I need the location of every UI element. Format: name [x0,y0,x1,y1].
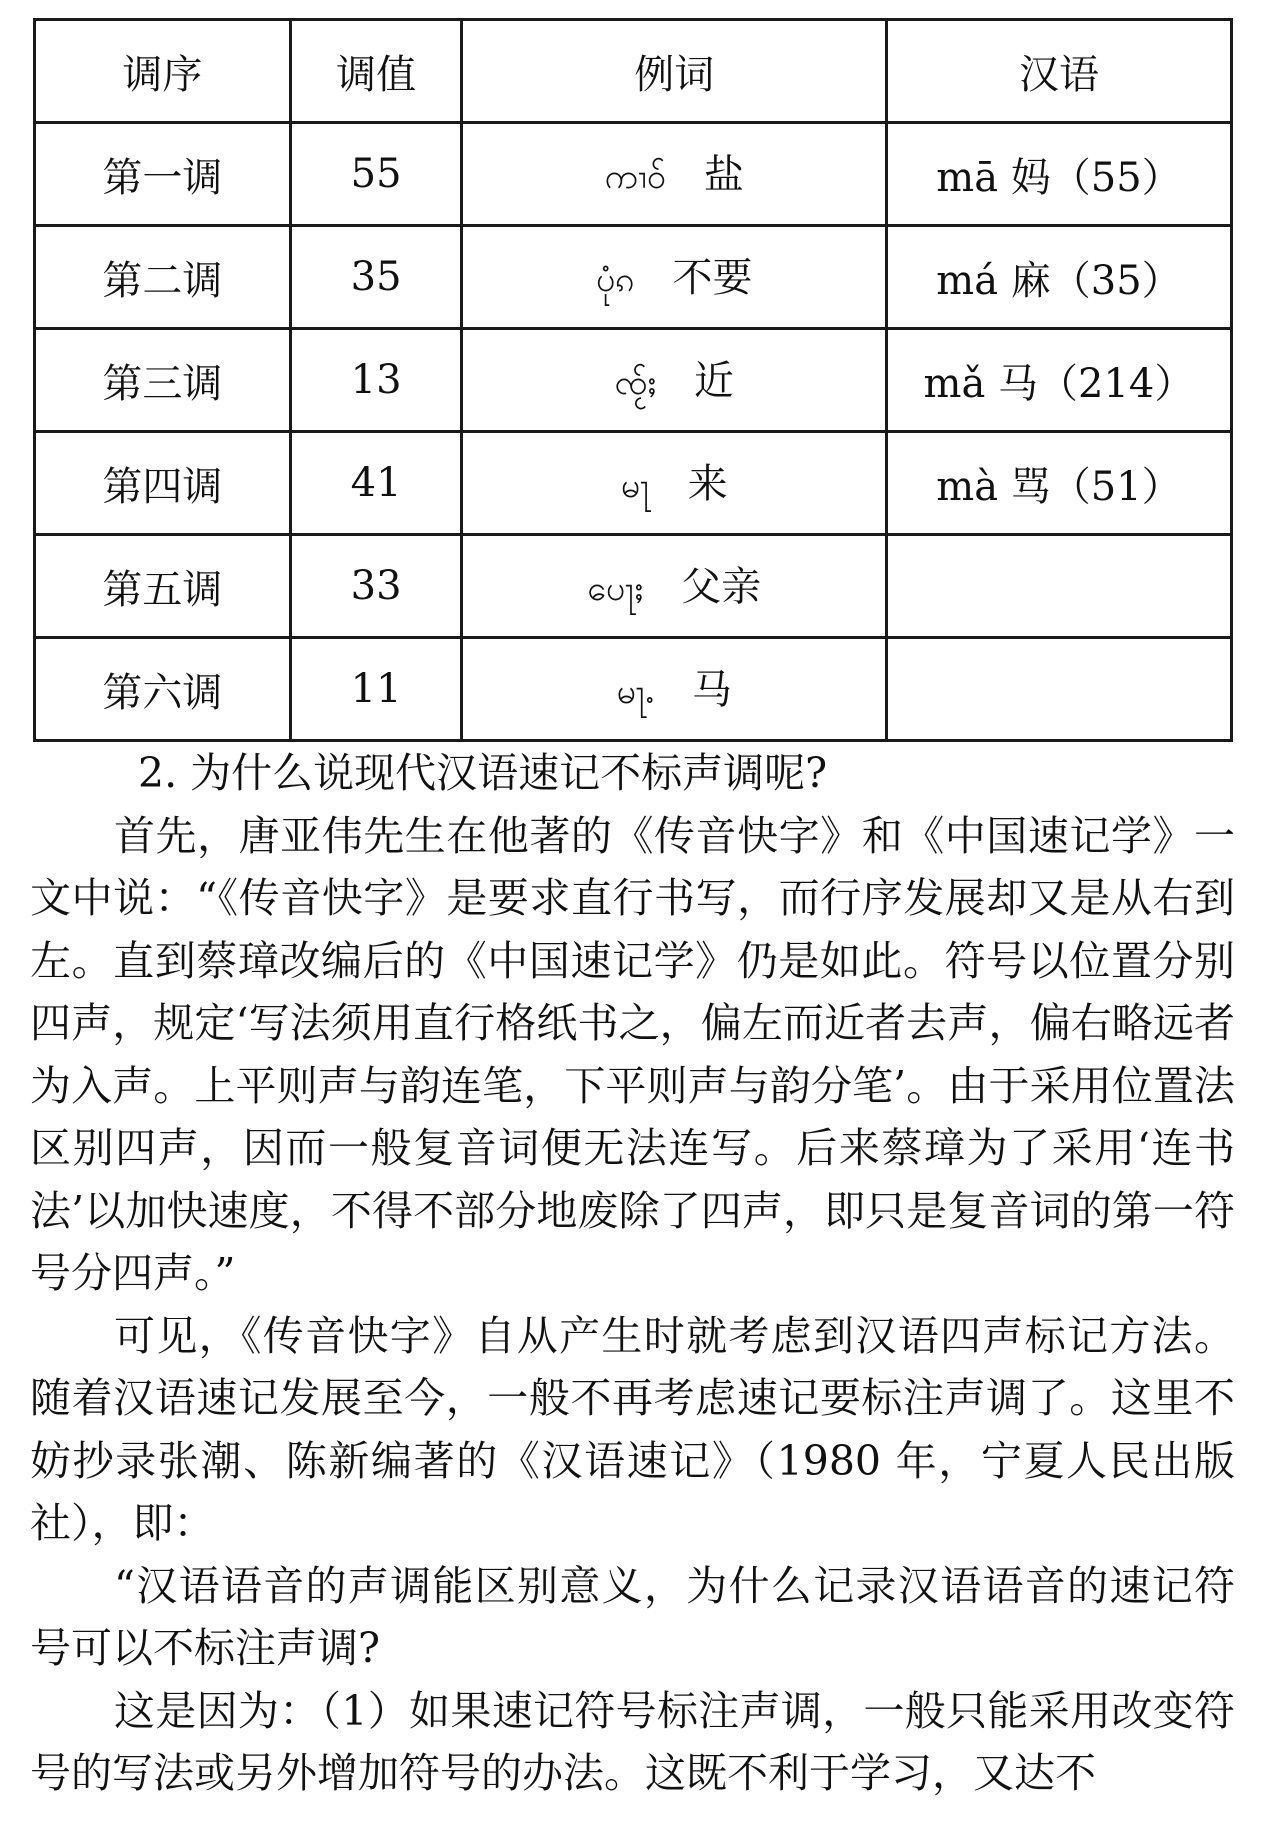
header-tone-value: 调值 [290,20,462,123]
table-header-row [35,20,1232,123]
example-word-cell [462,329,887,432]
tone-order-cell: 第四调 [35,432,291,535]
table-row [35,329,1232,432]
header-example-word: 例词 [462,20,887,123]
example-script: မႃႉ [616,672,654,712]
table-row [35,226,1232,329]
tone-value-cell: 13 [290,329,462,432]
example-gloss: 盐 [703,152,744,198]
tone-value-cell: 11 [290,638,462,741]
example-gloss: 不要 [672,255,753,301]
example-gloss: 近 [694,358,735,404]
table-row [35,638,1232,741]
chinese-cell [886,638,1231,741]
tone-order-cell: 第六调 [35,638,291,741]
example-script: ပေႃႈ [587,569,644,609]
tone-value-cell: 33 [290,535,462,638]
chinese-cell: mǎ 马（214） [886,329,1231,432]
example-gloss: 父亲 [681,564,762,610]
chinese-cell: má 麻（35） [886,226,1231,329]
paragraph: 首先，唐亚伟先生在他著的《传音快字》和《中国速记学》一文中说：“《传音快字》是要求直行书写，而行序发展却又是从右到左。直到蔡璋改编后的《中国速记学》仍是如此。符号以位置分别四声，规定‘写法须用直行格纸书之，偏左而近者去声，偏右略远者为入声。上平则声与韵连笔，下平则声与韵分笔’。由于采用位置法区别四声，因而一般复音词便无法连写。后来蔡璋为了采用‘连书法’以加快速度，不得不部分地废除了四声，即只是复音词的第一符号分四声。” [30,811,1235,1297]
tone-value-cell: 35 [290,226,462,329]
example-script: ၸႂ်ႈ [614,363,657,403]
tone-order-cell: 第五调 [35,535,291,638]
header-tone-order: 调序 [35,20,291,123]
example-script: ပုံၵ [595,260,635,300]
table-row [35,432,1232,535]
table-row [35,123,1232,226]
tone-value-cell: 55 [290,123,462,226]
question-heading: 2. 为什么说现代汉语速记不标声调呢? [138,749,828,797]
paragraph: “汉语语音的声调能区别意义，为什么记录汉语语音的速记符号可以不标注声调? [30,1561,1235,1672]
example-word-cell [462,535,887,638]
example-gloss: 马 [691,667,732,713]
tone-order-cell: 第一调 [35,123,291,226]
chinese-cell: mā 妈（55） [886,123,1231,226]
tone-order-cell: 第二调 [35,226,291,329]
tone-table [33,18,1233,742]
body-text [30,742,1235,1805]
chinese-cell: mà 骂（51） [886,432,1231,535]
header-chinese: 汉语 [886,20,1231,123]
tone-order-cell: 第三调 [35,329,291,432]
example-word-cell [462,226,887,329]
chinese-cell [886,535,1231,638]
tone-value-cell: 41 [290,432,462,535]
paragraph: 可见，《传音快字》自从产生时就考虑到汉语四声标记方法。随着汉语速记发展至今，一般不再考虑速记要标注声调了。这里不妨抄录张潮、陈新编著的《汉语速记》（1980 年，宁夏人民出版社），即： [30,1311,1235,1547]
example-word-cell [462,638,887,741]
example-script: ကၢဝ် [604,157,666,197]
example-gloss: 来 [687,461,728,507]
example-script: မႃ [620,466,650,506]
example-word-cell [462,123,887,226]
paragraph: 这是因为：（1）如果速记符号标注声调，一般只能采用改变符号的写法或另外增加符号的办法。这既不利于学习，又达不 [30,1686,1235,1797]
example-word-cell [462,432,887,535]
table-row [35,535,1232,638]
